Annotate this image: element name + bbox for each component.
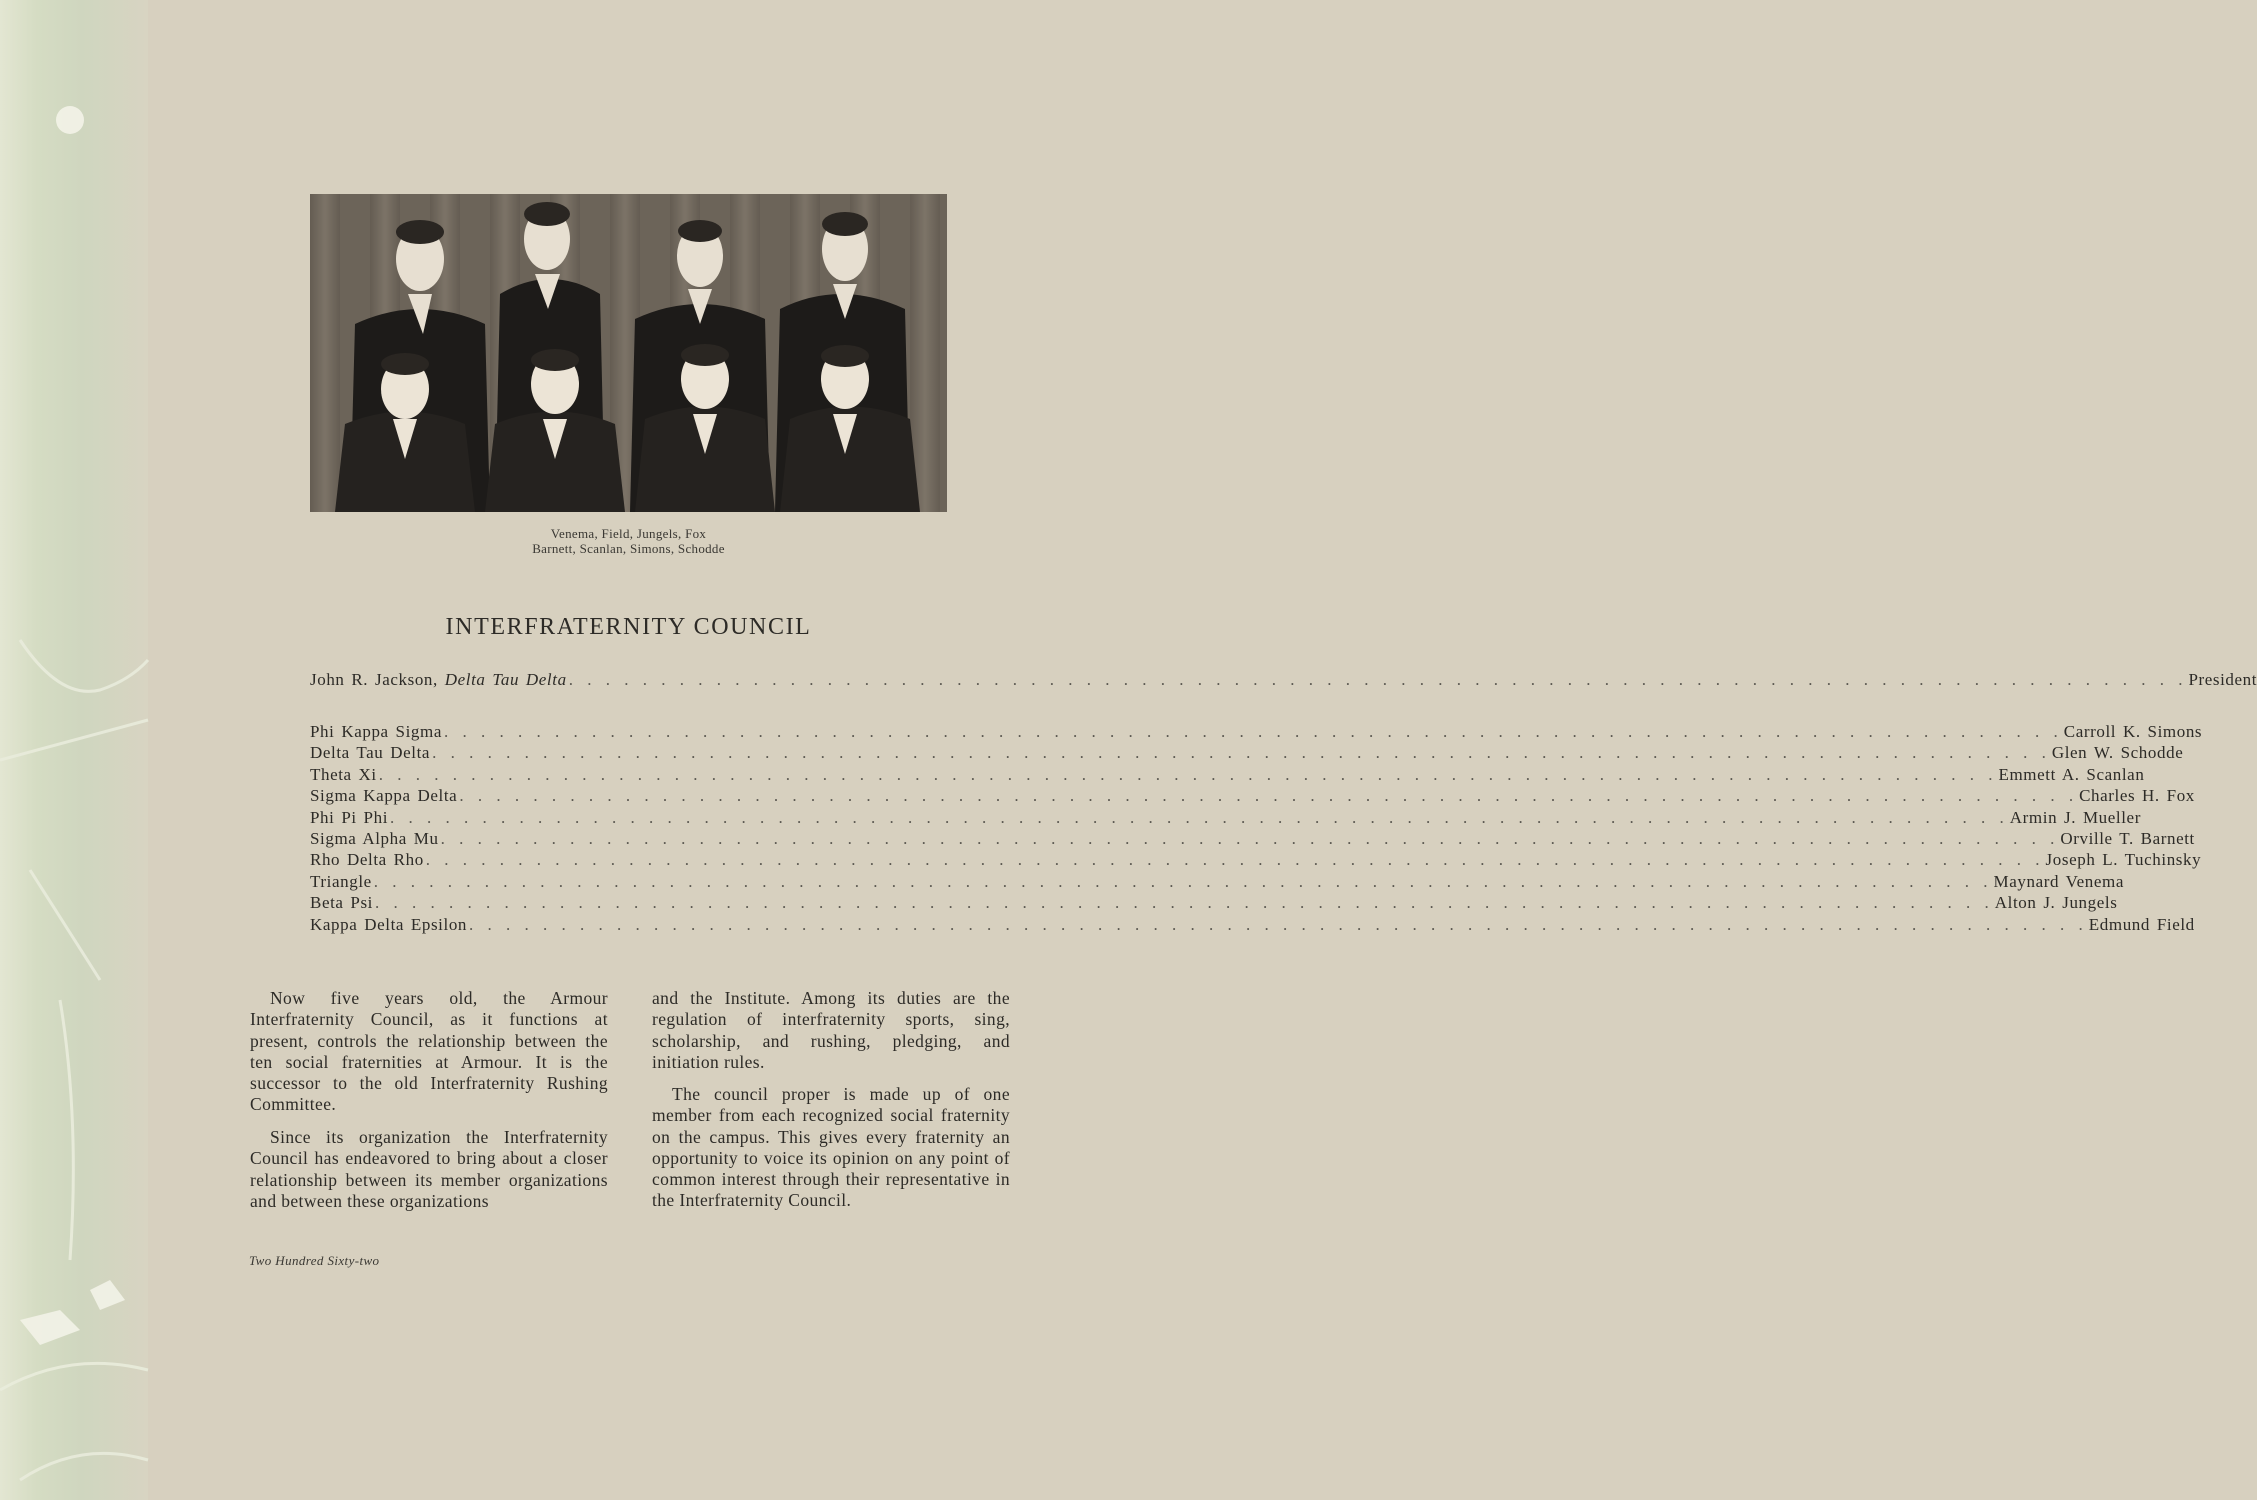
page-title: INTERFRATERNITY COUNCIL — [445, 614, 812, 640]
member-row — [310, 722, 2203, 744]
member-name: Carroll K. Simons — [2063, 722, 2203, 741]
body-paragraph-4: The council proper is made up of one member from each recognized social fraternity on the campus. This gives every fraternity an opportunity to voice its opinion on any point of common interest through their representative in the Interfraternity Council. — [652, 1084, 1010, 1211]
member-row — [310, 893, 2118, 915]
page-number-footer: Two Hundred Sixty-two — [249, 1253, 380, 1268]
leader-dots: . . . . . . . . . . . . . . . . . . . . . . . . . . . . . . . . . . . . . . . . . . . . . . . . . . . . . . . . . . . . . . . . . . . . . . . . . . . . . . . . . . . . . . . . — [444, 722, 2062, 741]
photo-caption-line2: Barnett, Scanlan, Simons, Schodde — [532, 541, 725, 556]
leader-dots: . . . . . . . . . . . . . . . . . . . . . . . . . . . . . . . . . . . . . . . . . . . . . . . . . . . . . . . . . . . . . . . . . . . . . . . . . . . . . . . . . . . . . . . . — [425, 850, 2044, 869]
member-name: Joseph L. Tuchinsky — [2045, 850, 2202, 869]
member-name: Emmett A. Scanlan — [1998, 765, 2145, 784]
member-name: Charles H. Fox — [2079, 786, 2195, 805]
decorative-pattern — [0, 0, 148, 1500]
body-paragraph-2: Since its organization the Interfraternity Council has endeavored to bring about a closer relationship between its member organizations and between these organizations — [250, 1127, 608, 1211]
leader-dots: . . . . . . . . . . . . . . . . . . . . . . . . . . . . . . . . . . . . . . . . . . . . . . . . . . . . . . . . . . . . . . . . . . . . . . . . . . . . . . . . . . . . . . . . — [373, 872, 1992, 891]
member-fraternity: Theta Xi — [310, 765, 377, 784]
member-name: Glen W. Schodde — [2051, 743, 2184, 762]
decorative-left-strip — [0, 0, 148, 1500]
member-name: Edmund Field — [2088, 915, 2195, 934]
member-fraternity: Phi Kappa Sigma — [310, 722, 442, 741]
leader-dots: . . . . . . . . . . . . . . . . . . . . . . . . . . . . . . . . . . . . . . . . . . . . . . . . . . . . . . . . . . . . . . . . . . . . . . . . . . . . . . . . . . . . . . . . — [469, 915, 2087, 934]
body-paragraph-1: Now five years old, the Armour Interfraternity Council, as it functions at present, controls the relationship between the ten social fraternities at Armour. It is the successor to the old Interfraternity Rushing Committee. — [250, 988, 608, 1115]
leader-dots: . . . . . . . . . . . . . . . . . . . . . . . . . . . . . . . . . . . . . . . . . . . . . . . . . . . . . . . . . . . . . . . . . . . . . . . . . . . . . . . . . . . . . . . . — [390, 808, 2008, 827]
member-row — [310, 850, 2202, 872]
president-role: President — [2188, 670, 2257, 689]
leader-dots: . . . . . . . . . . . . . . . . . . . . . . . . . . . . . . . . . . . . . . . . . . . . . . . . . . . . . . . . . . . . . . . . . . . . . . . . . . . . . . . . . . . . . . . . — [440, 829, 2059, 848]
member-row — [310, 786, 2195, 808]
member-fraternity: Triangle — [310, 872, 372, 891]
member-fraternity: Phi Pi Phi — [310, 808, 389, 827]
leader-dots: . . . . . . . . . . . . . . . . . . . . . . . . . . . . . . . . . . . . . . . . . . . . . . . . . . . . . . . . . . . . . . . . . . . . . . . . . . . . . . . . . . . . . . . . — [375, 893, 1993, 912]
member-name: Maynard Venema — [1993, 872, 2125, 891]
member-row — [310, 829, 2195, 851]
body-paragraph-3: and the Institute. Among its duties are the regulation of interfraternity sports, sing, scholarship, and rushing, pledging, and initiation rules. — [652, 988, 1010, 1072]
leader-dots: . . . . . . . . . . . . . . . . . . . . . . . . . . . . . . . . . . . . . . . . . . . . . . . . . . . . . . . . . . . . . . . . . . . . . . . . . . . . . . . . . . . . . . . . — [568, 670, 2187, 689]
president-fraternity: Delta Tau Delta — [444, 670, 567, 689]
member-row — [310, 765, 2145, 787]
member-fraternity: Rho Delta Rho — [310, 850, 424, 869]
member-row — [310, 915, 2195, 937]
member-name: Armin J. Mueller — [2009, 808, 2141, 827]
leader-dots: . . . . . . . . . . . . . . . . . . . . . . . . . . . . . . . . . . . . . . . . . . . . . . . . . . . . . . . . . . . . . . . . . . . . . . . . . . . . . . . . . . . . . . . . — [378, 765, 1997, 784]
member-row — [310, 808, 2141, 830]
member-fraternity: Delta Tau Delta — [310, 743, 431, 762]
member-fraternity: Kappa Delta Epsilon — [310, 915, 468, 934]
president-row — [310, 670, 2257, 692]
member-fraternity: Sigma Kappa Delta — [310, 786, 458, 805]
leader-dots: . . . . . . . . . . . . . . . . . . . . . . . . . . . . . . . . . . . . . . . . . . . . . . . . . . . . . . . . . . . . . . . . . . . . . . . . . . . . . . . . . . . . . . . . — [459, 786, 2078, 805]
group-photo-image — [310, 194, 947, 512]
member-fraternity: Sigma Alpha Mu — [310, 829, 439, 848]
member-row — [310, 743, 2184, 765]
photo-caption-line1: Venema, Field, Jungels, Fox — [550, 526, 707, 541]
group-photo — [310, 194, 947, 512]
president-name: John R. Jackson, — [310, 670, 438, 689]
member-row — [310, 872, 2125, 894]
member-name: Alton J. Jungels — [1994, 893, 2118, 912]
member-fraternity: Beta Psi — [310, 893, 373, 912]
member-name: Orville T. Barnett — [2060, 829, 2195, 848]
leader-dots: . . . . . . . . . . . . . . . . . . . . . . . . . . . . . . . . . . . . . . . . . . . . . . . . . . . . . . . . . . . . . . . . . . . . . . . . . . . . . . . . . . . . . . . . — [432, 743, 2050, 762]
